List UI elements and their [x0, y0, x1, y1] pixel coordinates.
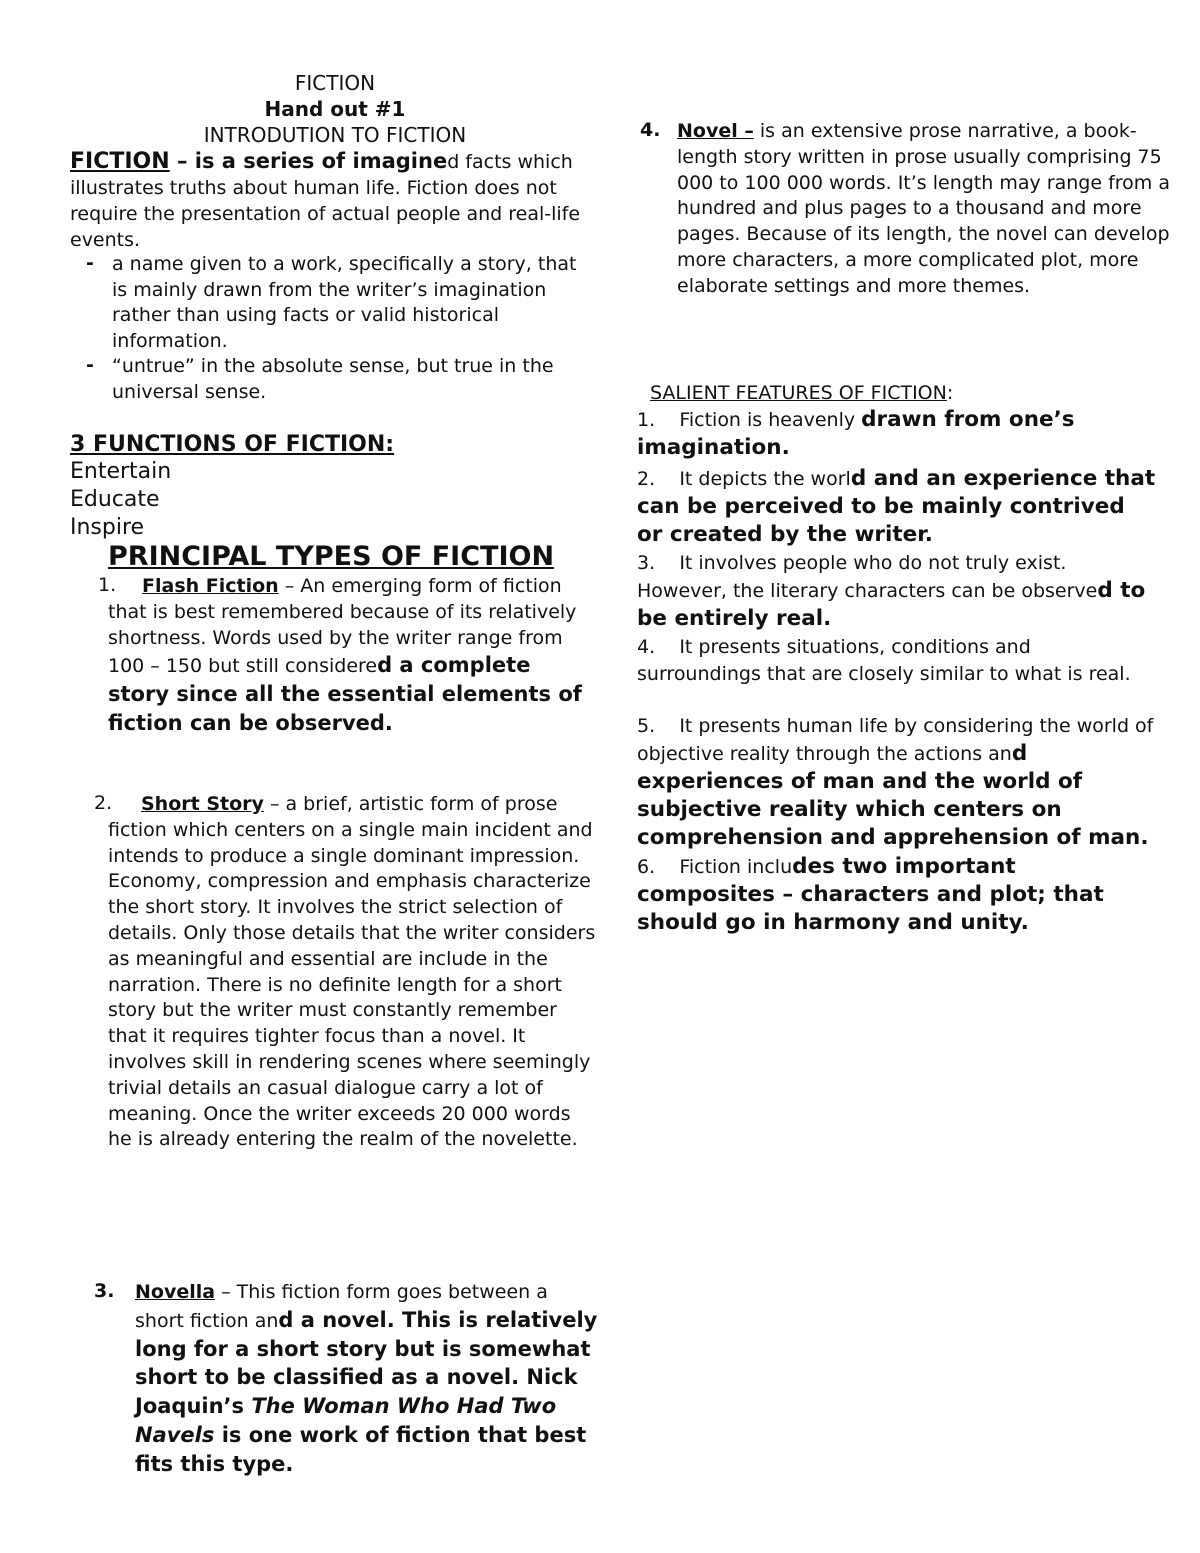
- item-text: It presents human life by considering the world of objective reality through the actions an: [637, 715, 1154, 765]
- definition-text: d facts which illustrates truths about human life. Fiction does not require the presentation of actual people and real-life events.: [70, 151, 581, 251]
- salient-item-4: [637, 634, 1157, 688]
- fiction-definition: [70, 148, 590, 253]
- item-term: Novel –: [677, 120, 754, 142]
- item-number: 1.: [98, 574, 117, 596]
- bullet-text: a name given to a work, specifically a story, that is mainly drawn from the writer’s imagination rather than using facts or valid historical information.: [112, 253, 577, 352]
- item-text: Fiction inclu: [679, 856, 793, 878]
- definition-bold: – is a series of imagine: [169, 149, 448, 173]
- definition-term: FICTION: [70, 149, 170, 174]
- item-term: Flash Fiction: [142, 575, 279, 597]
- salient-heading-colon: :: [946, 382, 954, 404]
- item-body: [108, 574, 598, 738]
- item-text: It presents situations, conditions and surroundings that are closely similar to what is real.: [637, 636, 1131, 685]
- item-text-bold-end: is one work of fiction that best fits this type.: [135, 1422, 587, 1476]
- item-term: Short Story: [141, 793, 264, 815]
- item-text-bold: d and an experience that can be perceived to be mainly contrived or created by the writer.: [637, 466, 1156, 547]
- item-number: 6.: [637, 856, 656, 878]
- item-text-bold: d experiences of man and the world of subjective reality which centers on comprehension and apprehension of man.: [637, 741, 1149, 850]
- item-text: – This fiction form goes between a short fiction an: [135, 1281, 548, 1332]
- item-text-bold: des two important composites – characters and plot; that should go in harmony and unity.: [637, 854, 1104, 935]
- salient-item-5: [637, 713, 1157, 852]
- functions-heading: 3 FUNCTIONS OF FICTION:: [70, 432, 395, 457]
- salient-item-3: [637, 550, 1157, 633]
- item-number: 4.: [640, 119, 661, 141]
- definition-bullet-1: [70, 252, 600, 352]
- principal-types-heading: PRINCIPAL TYPES OF FICTION: [108, 541, 555, 572]
- item-text: is an extensive prose narrative, a book-length story written in prose usually comprising 75 000 to 100 000 words. It’s length may range from a hundred and plus pages to a thousand and more pages. Because of its length, the novel can develop more characters, a more complicated plot, more elaborate settings and more themes.: [677, 120, 1170, 297]
- salient-heading: [650, 380, 953, 406]
- item-number: 5.: [637, 715, 656, 737]
- doc-title: FICTION: [294, 71, 376, 95]
- item-number: 2.: [637, 468, 656, 490]
- item-text: It depicts the worl: [679, 468, 851, 490]
- item-body: [108, 792, 600, 1153]
- book-title: The Woman Who Had Two Navels: [135, 1394, 557, 1447]
- item-text: Fiction is heavenly: [679, 409, 862, 431]
- item-number: 2.: [94, 792, 113, 814]
- item-number: 1.: [637, 409, 656, 431]
- function-inspire: Inspire: [70, 515, 145, 540]
- item-body: [135, 1280, 600, 1479]
- item-text-bold: d to be entirely real.: [637, 578, 1146, 631]
- item-text-bold: d a novel. This is relatively long for a short story but is somewhat short to be classified as a novel. Nick Joaquin’s: [135, 1307, 598, 1419]
- item-text: – a brief, artistic form of prose fiction which centers on a single main incident and intends to produce a single dominant impression. Economy, compression and emphasis characterize the short story. It involves the strict selection of details. Only those details that the writer considers as meaningful and essential are include in the narration. There is no definite length for a short story but the writer must constantly remember that it requires tighter focus than a novel. It involves skill in rendering scenes where seemingly trivial details an casual dialogue carry a lot of meaning. Once the writer exceeds 20 000 words he is already entering the realm of the novelette.: [108, 793, 596, 1151]
- doc-subtitle: INTRODUTION TO FICTION: [203, 123, 467, 147]
- dash-bullet-icon: -: [86, 354, 94, 376]
- bullet-text: “untrue” in the absolute sense, but true in the universal sense.: [112, 355, 554, 403]
- handout-number: Hand out #1: [264, 97, 406, 121]
- item-number: 4.: [637, 636, 656, 658]
- function-entertain: Entertain: [70, 459, 172, 484]
- item-text: It involves people who do not truly exist. However, the literary characters can be observe: [637, 552, 1098, 602]
- salient-item-1: [637, 406, 1157, 462]
- item-text-bold: drawn from one’s imagination.: [637, 407, 1075, 460]
- salient-item-6: [637, 853, 1157, 937]
- salient-heading-text: SALIENT FEATURES OF FICTION: [650, 382, 947, 404]
- dash-bullet-icon: -: [86, 252, 94, 274]
- item-term: Novella: [135, 1281, 216, 1303]
- item-body: [677, 119, 1172, 300]
- salient-item-2: [637, 465, 1157, 549]
- item-number: 3.: [637, 552, 656, 574]
- item-text-bold: d a complete story since all the essential elements of fiction can be observed.: [108, 653, 582, 735]
- function-educate: Educate: [70, 487, 160, 512]
- item-number: 3.: [94, 1280, 115, 1302]
- item-text: – An emerging form of fiction that is best remembered because of its relatively shortness. Words used by the writer range from 100 – 150 but still considere: [108, 575, 577, 678]
